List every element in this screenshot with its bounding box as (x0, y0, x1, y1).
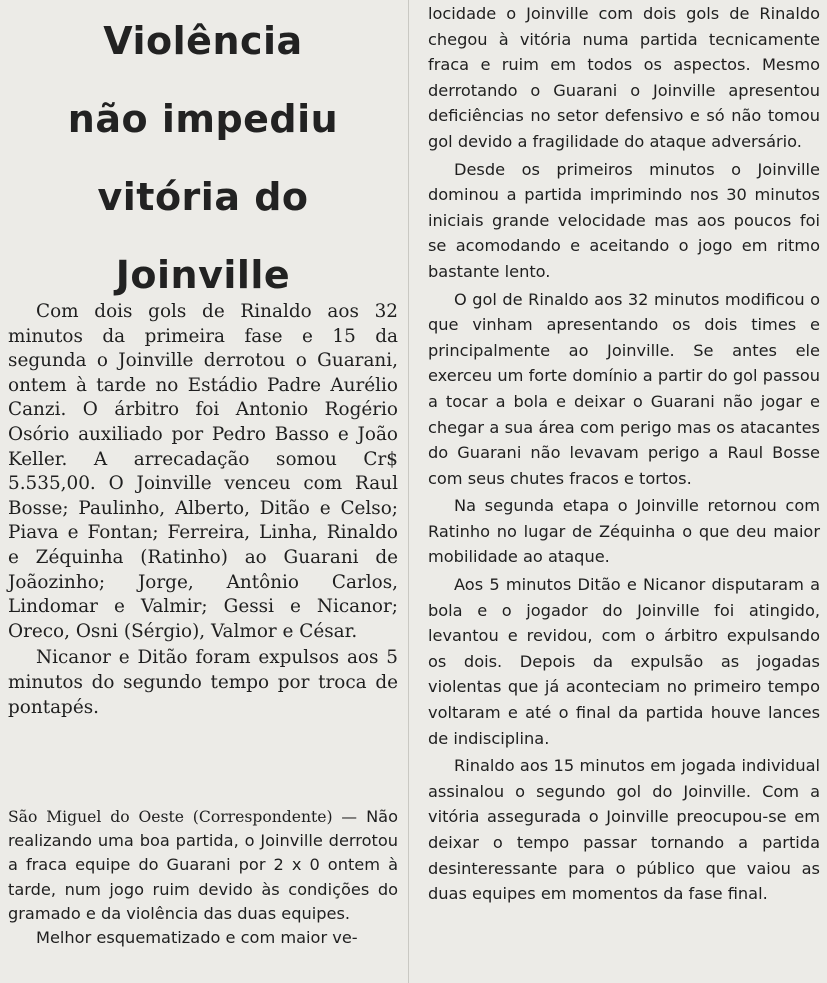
headline-line-2: não impediu (67, 97, 339, 141)
story-paragraph-5: Na segunda etapa o Joinville retornou com Ratinho no lugar de Zéquinha o que deu maior mobilidade ao ataque. (428, 496, 820, 567)
headline-line-3: vitória do (97, 175, 309, 219)
dateline: São Miguel do Oeste (Correspondente) — (8, 808, 358, 826)
lead-summary (8, 300, 398, 722)
story-paragraph-2-end: locidade o Joinville com dois gols de Rinaldo chegou à vitória numa partida tecnicamente fraca e ruim em todos os aspectos. Mesmo derrotando o Guarani o Joinville apresentou deficiências no setor defensivo e só não tomou gol devido a fragilidade do ataque adversário. (428, 4, 820, 151)
lead-paragraph-2: Nicanor e Ditão foram expulsos aos 5 minutos do segundo tempo por troca de pontapés. (8, 647, 398, 718)
headline-line-1: Violência (103, 19, 303, 63)
column-divider (408, 0, 409, 983)
story-paragraph-1 (8, 805, 398, 926)
story-paragraph-2-start: Melhor esquematizado e com maior ve- (36, 928, 358, 948)
lead-paragraph-1: Com dois gols de Rinaldo aos 32 minutos da primeira fase e 15 da segunda o Joinville derrotou o Guarani, ontem à tarde no Estádio Padre Aurélio Canzi. O árbitro foi Antonio Rogério Osório auxiliado por Pedro Basso e João Keller. A arrecadação somou Cr$ 5.535,00. O Joinville venceu com Raul Bosse; Paulinho, Alberto, Ditão e Celso; Piava e Fontan; Ferreira, Linha, Rinaldo e Zéquinha (Ratinho) ao Guarani de Joãozinho; Jorge, Antônio Carlos, Lindomar e Valmir; Gessi e Nicanor; Oreco, Osni (Sérgio), Valmor e César. (8, 301, 398, 642)
story-paragraph-7: Rinaldo aos 15 minutos em jogada individual assinalou o segundo gol do Joinville. Com a vitória assegurada o Joinville preocupou-se em deixar o tempo passar tornando a partida desinteressante para o público que vaiou as duas equipes em momentos da fase final. (428, 756, 820, 904)
headline-line-4: Joinville (115, 253, 291, 297)
story-body (428, 1, 820, 909)
story-paragraph-3: Desde os primeiros minutos o Joinville dominou a partida imprimindo nos 30 minutos iniciais grande velocidade mas aos poucos foi se acomodando e aceitando o jogo em ritmo bastante lento. (428, 159, 820, 281)
right-column (428, 0, 820, 983)
left-column (8, 0, 398, 983)
headline (8, 0, 398, 314)
story-paragraph-1-text: Não realizando uma boa partida, o Joinville derrotou a fraca equipe do Guarani por 2 x 0 ontem à tarde, num jogo ruim devido às condições do gramado e da violência das duas equipes. (8, 807, 398, 923)
story-paragraph-4: O gol de Rinaldo aos 32 minutos modificou o que vinham apresentando os dois times e principalmente ao Joinville. Se antes ele exerceu um forte domínio a partir do gol passou a tocar a bola e deixar o Guarani não jogar e chegar a sua área com perigo mas os atacantes do Guarani não levavam perigo a Raul Bosse com seus chutes fracos e tortos. (428, 289, 820, 488)
story-start (8, 805, 398, 950)
story-paragraph-6: Aos 5 minutos Ditão e Nicanor disputaram a bola e o jogador do Joinville foi atingido, levantou e revidou, com o árbitro expulsando os dois. Depois da expulsão as jogadas violentas que já aconteciam no primeiro tempo voltaram e até o final da partida houve lances de indisciplina. (428, 575, 820, 748)
